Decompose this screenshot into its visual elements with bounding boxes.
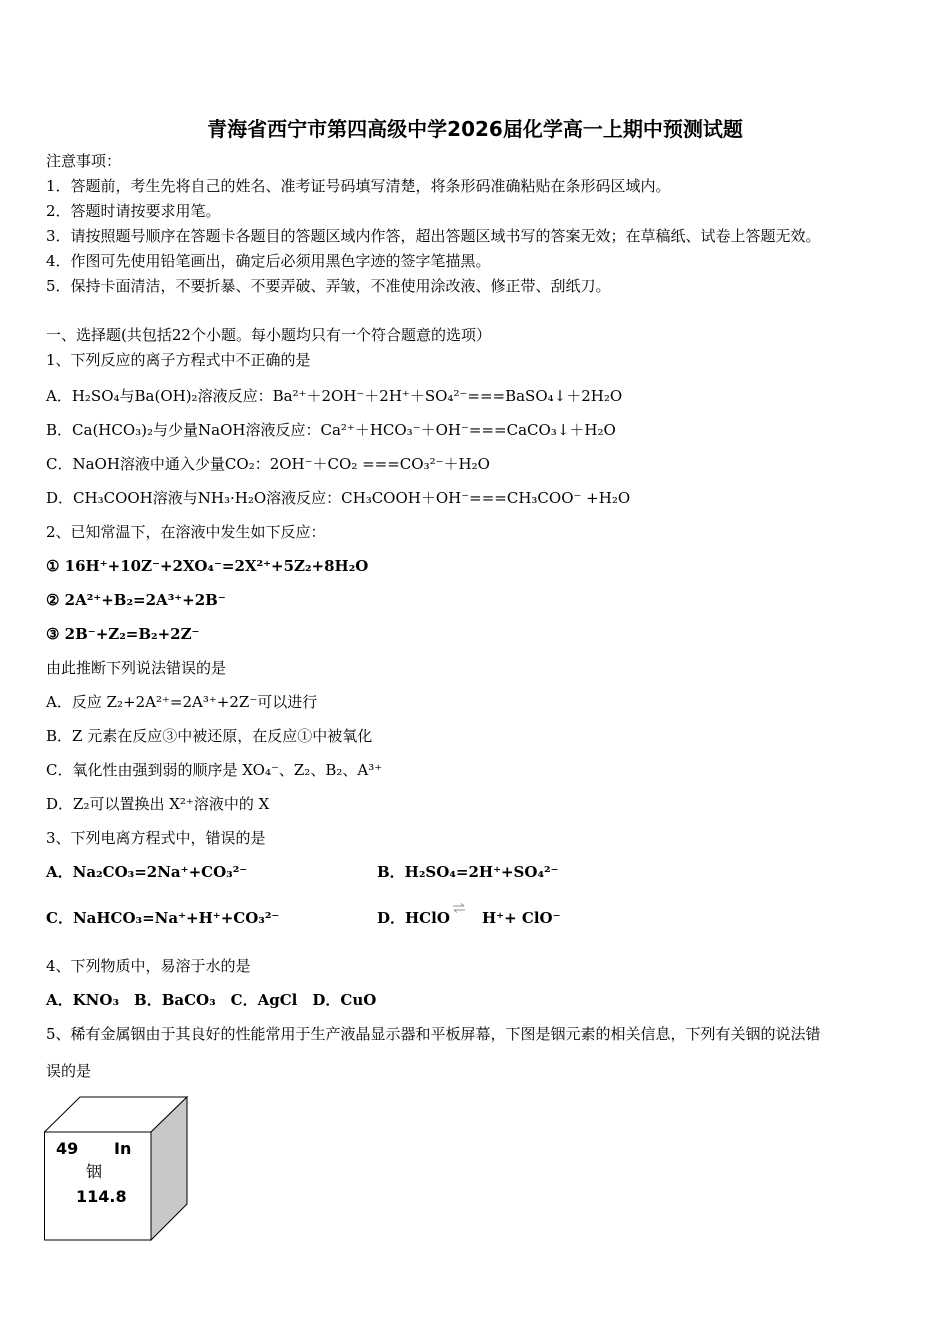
question-2-option-a: A．反应 Z₂+2A²⁺=2A³⁺+2Z⁻可以进行 [46, 693, 318, 711]
reversible-arrow-icon [452, 900, 466, 914]
notice-item: 3．请按照题号顺序在答题卡各题目的答题区域内作答，超出答题区域书写的答案无效；在草稿纸、试卷上答题无效。 [46, 227, 821, 245]
question-1-option-b: B．Ca(HCO₃)₂与少量NaOH溶液反应：Ca²⁺＋HCO₃⁻＋OH⁻===CaCO₃↓＋H₂O [46, 421, 616, 439]
element-card-cube [44, 1096, 190, 1242]
reaction-2: ② 2A²⁺+B₂=2A³⁺+2B⁻ [46, 591, 226, 609]
element-card [44, 1096, 190, 1246]
question-5-stem: 5、稀有金属铟由于其良好的性能常用于生产液晶显示器和平板屏幕，下图是铟元素的相关信息，下列有关铟的说法错 [46, 1025, 821, 1043]
notice-heading: 注意事项： [46, 152, 122, 170]
question-3-option-c: C．NaHCO₃=Na⁺+H⁺+CO₃²⁻ [46, 909, 280, 927]
question-3-option-b: B．H₂SO₄=2H⁺+SO₄²⁻ [377, 863, 559, 881]
question-2-stem: 2、已知常温下，在溶液中发生如下反应： [46, 523, 326, 541]
question-3-option-d: D．HClO [377, 909, 450, 927]
question-1-option-d: D．CH₃COOH溶液与NH₃·H₂O溶液反应：CH₃COOH＋OH⁻===CH₃COO⁻ +H₂O [46, 489, 631, 507]
element-name: 铟 [86, 1162, 103, 1181]
notice-item: 4．作图可先使用铅笔画出，确定后必须用黑色字迹的签字笔描黑。 [46, 252, 491, 270]
question-2-option-d: D．Z₂可以置换出 X²⁺溶液中的 X [46, 795, 270, 813]
question-3-option-d-products: H⁺+ ClO⁻ [482, 909, 561, 927]
notice-item: 5．保持卡面清洁，不要折暴、不要弄破、弄皱，不准使用涂改液、修正带、刮纸刀。 [46, 277, 611, 295]
question-2-option-c: C．氧化性由强到弱的顺序是 XO₄⁻、Z₂、B₂、A³⁺ [46, 761, 383, 779]
page-title: 青海省西宁市第四高级中学2026届化学高一上期中预测试题 [207, 117, 743, 141]
question-3-option-a: A．Na₂CO₃=2Na⁺+CO₃²⁻ [46, 863, 248, 881]
question-1-option-a: A．H₂SO₄与Ba(OH)₂溶液反应：Ba²⁺＋2OH⁻＋2H⁺＋SO₄²⁻===BaSO₄↓＋2H₂O [46, 387, 623, 405]
question-2-option-b: B．Z 元素在反应③中被还原，在反应①中被氧化 [46, 727, 373, 745]
question-4-options: A．KNO₃ B．BaCO₃ C．AgCl D．CuO [46, 991, 377, 1009]
reaction-3: ③ 2B⁻+Z₂=B₂+2Z⁻ [46, 625, 200, 643]
atomic-number: 49 [56, 1139, 79, 1158]
notice-item: 2．答题时请按要求用笔。 [46, 202, 221, 220]
notice-item: 1．答题前，考生先将自己的姓名、准考证号码填写清楚，将条形码准确粘贴在条形码区域内。 [46, 177, 671, 195]
question-2-infer: 由此推断下列说法错误的是 [46, 659, 227, 677]
question-1-stem: 1、下列反应的离子方程式中不正确的是 [46, 351, 311, 369]
element-symbol: In [114, 1139, 132, 1158]
section-heading: 一、选择题(共包括22个小题。每小题均只有一个符合题意的选项） [46, 326, 491, 344]
question-4-stem: 4、下列物质中，易溶于水的是 [46, 957, 251, 975]
atomic-mass: 114.8 [76, 1187, 127, 1206]
reaction-1: ① 16H⁺+10Z⁻+2XO₄⁻=2X²⁺+5Z₂+8H₂O [46, 557, 369, 575]
question-3-stem: 3、下列电离方程式中，错误的是 [46, 829, 266, 847]
question-5-stem-cont: 误的是 [46, 1062, 92, 1080]
question-1-option-c: C．NaOH溶液中通入少量CO₂：2OH⁻＋CO₂ ===CO₃²⁻＋H₂O [46, 455, 490, 473]
